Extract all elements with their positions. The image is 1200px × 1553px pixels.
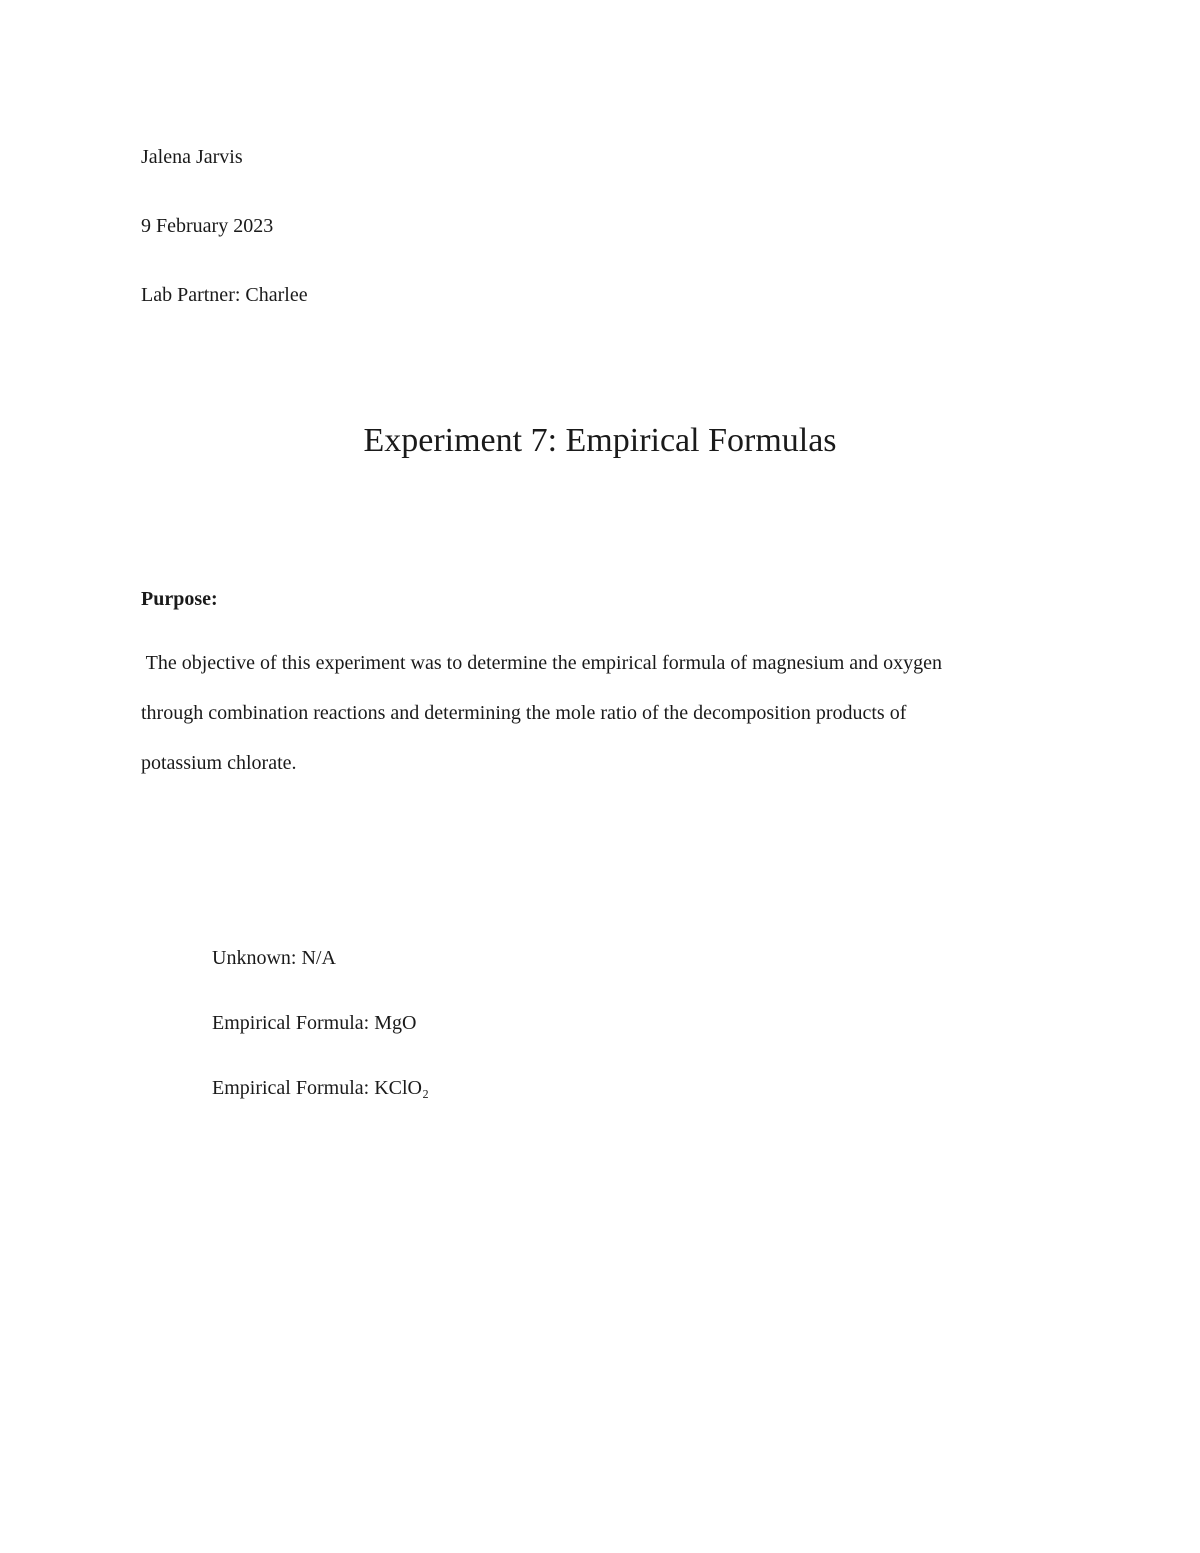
purpose-line: through combination reactions and determining the mole ratio of the decomposition products of [141, 702, 907, 724]
results-list [212, 946, 429, 1141]
result-empirical-formula-mgo: Empirical Formula: MgO [212, 1012, 417, 1034]
result-empirical-formula-kclo2: Empirical Formula: KClO₂ [212, 1077, 429, 1099]
lab-partner: Lab Partner: Charlee [141, 284, 308, 306]
purpose-line: potassium chlorate. [141, 752, 297, 774]
purpose-heading: Purpose: [141, 588, 218, 610]
report-date: 9 February 2023 [141, 215, 274, 237]
purpose-line: The objective of this experiment was to determine the empirical formula of magnesium and oxygen [141, 652, 943, 674]
author-name: Jalena Jarvis [141, 146, 243, 168]
document-title: Experiment 7: Empirical Formulas [363, 422, 837, 459]
result-unknown: Unknown: N/A [212, 947, 336, 969]
purpose-paragraph [141, 638, 1021, 788]
